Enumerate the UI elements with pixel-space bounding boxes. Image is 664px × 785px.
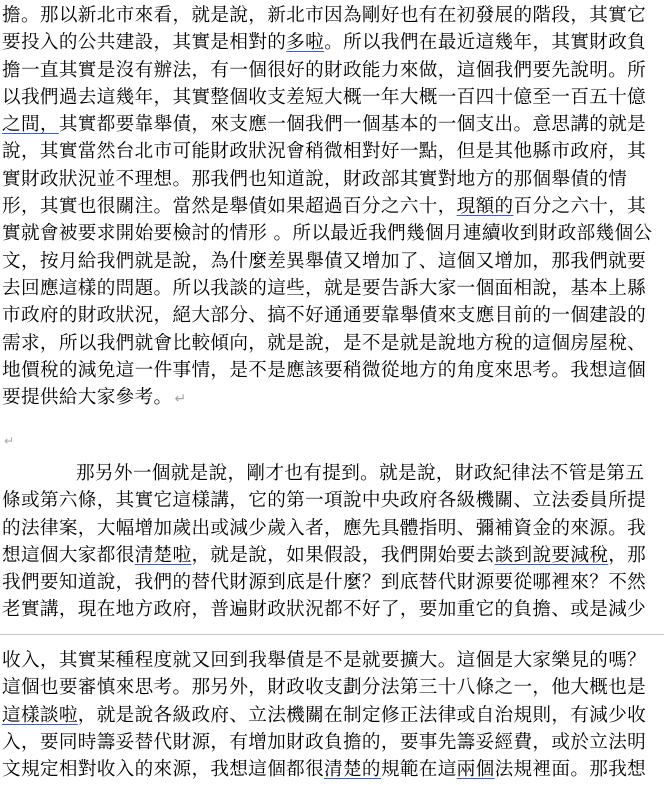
text-segment: ，就是說，如果假設，我們開始要去 xyxy=(191,544,495,566)
grammar-flagged-text[interactable]: 談到說要減稅 xyxy=(494,544,609,566)
grammar-flagged-text[interactable]: 多啦 xyxy=(286,32,325,54)
text-line xyxy=(2,756,660,783)
grammar-flagged-text[interactable]: 清楚啦 xyxy=(134,544,192,566)
page-break-line xyxy=(0,634,664,635)
text-segment: 法規裡面。那我想 xyxy=(494,759,647,781)
text-line-content: 要提供給大家參考。 xyxy=(2,387,173,409)
text-line: 這個也要審慎來思考。那另外，財政收支劃分法第三十八條之一，他大概也是 xyxy=(2,677,647,699)
text-segment: ，那 xyxy=(608,544,647,566)
text-line: 說，其實當然台北市可能財政狀況會稍微相對好一點，但是其他縣市政府，其 xyxy=(2,141,647,163)
text-line: 擔。那以新北市來看，就是說，新北市因為剛好也有在初發展的階段，其實它 xyxy=(2,5,647,26)
grammar-flagged-text[interactable]: 之間， xyxy=(2,114,59,136)
text-segment: 。所以我們在最近這幾年，其實財政負 xyxy=(324,32,647,54)
text-line: 需求，所以我們就會比較傾向，就是說，是不是就是說地方稅的這個房屋稅、 xyxy=(2,332,647,354)
text-line xyxy=(2,542,660,569)
text-line xyxy=(2,193,660,220)
paragraph-mark-icon: ↵ xyxy=(174,391,187,408)
text-line: 實財政狀況並不理想。那我們也知道說，財政部其實對地方的那個舉債的情 xyxy=(2,168,628,190)
paragraph-3 xyxy=(2,647,660,783)
grammar-flagged-text[interactable]: 清楚的 xyxy=(324,759,381,781)
text-line: 那另外一個就是說，剛才也有提到。就是說，財政紀律法不管是第五 xyxy=(76,463,645,484)
text-line: 擔一直其實是沒有辦法，有一個很好的財政能力來做，這個我們要先說明。所 xyxy=(2,59,647,81)
grammar-flagged-text[interactable]: 兩個 xyxy=(456,759,495,781)
text-segment: 形，其實也很關注。當然是舉債如果超過百分之六十， xyxy=(2,196,457,218)
text-line: 的法律案，大幅增加歲出或減少歲入者，應先具體指明、彌補資金的來源。我 xyxy=(2,517,647,539)
paragraph-2 xyxy=(2,460,660,624)
paragraph-1 xyxy=(2,2,660,411)
grammar-flagged-text[interactable]: 現額的 xyxy=(456,196,514,218)
text-line xyxy=(2,111,660,138)
text-segment: 要投入的公共建設，其實是相對的 xyxy=(2,32,287,54)
text-line xyxy=(2,702,660,729)
text-line: 老實講，現在地方政府，普遍財政狀況都不好了，要加重它的負擔、或是減少 xyxy=(2,599,647,621)
text-segment: 百分之六十，其 xyxy=(513,196,647,218)
empty-paragraph-mark-icon: ↵ xyxy=(4,434,15,448)
text-line: 我們要知道說，我們的替代財源到底是什麼？到底替代財源要從哪裡來？不然 xyxy=(2,572,647,594)
text-line: 市政府的財政狀況，絕大部分、搞不好通通要靠舉債來支應目前的一個建設的 xyxy=(2,305,647,327)
text-segment: 規範在這 xyxy=(380,759,457,781)
text-line: 條或第六條，其實它這樣講，它的第一項說中央政府各級機關、立法委員所提 xyxy=(2,490,647,512)
text-line xyxy=(2,384,660,411)
grammar-flagged-text[interactable]: 這樣談啦 xyxy=(2,704,78,726)
text-line xyxy=(2,29,660,56)
text-line: 文，按月給我們就是說，為什麼差異舉債又增加了、這個又增加，那我們就要 xyxy=(2,250,647,272)
text-segment: 其實都要靠舉債，來支應一個我們一個基本的一個支出。意思講的就是 xyxy=(58,114,647,136)
text-line: 收入，其實某種程度就又回到我舉債是不是就要擴大。這個是大家樂見的嗎？ xyxy=(2,650,647,671)
text-segment: ，就是說各級政府、立法機關在制定修正法律或自治規則，有減少收 xyxy=(77,704,647,726)
text-segment: 文規定相對收入的來源，我想這個都很 xyxy=(2,759,325,781)
text-line: 以我們過去這幾年，其實整個收支差短大概一年大概一百四十億至一百五十億 xyxy=(2,86,647,108)
text-line: 實就會被要求開始要檢討的情形 。所以最近我們幾個月連續收到財政部幾個公 xyxy=(2,223,653,245)
text-segment: 想這個大家都很 xyxy=(2,544,135,566)
text-line: 去回應這樣的問題。所以我談的這些，就是要告訴大家一個面相說，基本上縣 xyxy=(2,277,647,299)
text-line: 入，要同時籌妥替代財源，有增加財政負擔的，要事先籌妥經費，或於立法明 xyxy=(2,731,647,753)
text-line: 地價稅的減免這一件事情，是不是應該要稍微從地方的角度來思考。我想這個 xyxy=(2,359,647,381)
